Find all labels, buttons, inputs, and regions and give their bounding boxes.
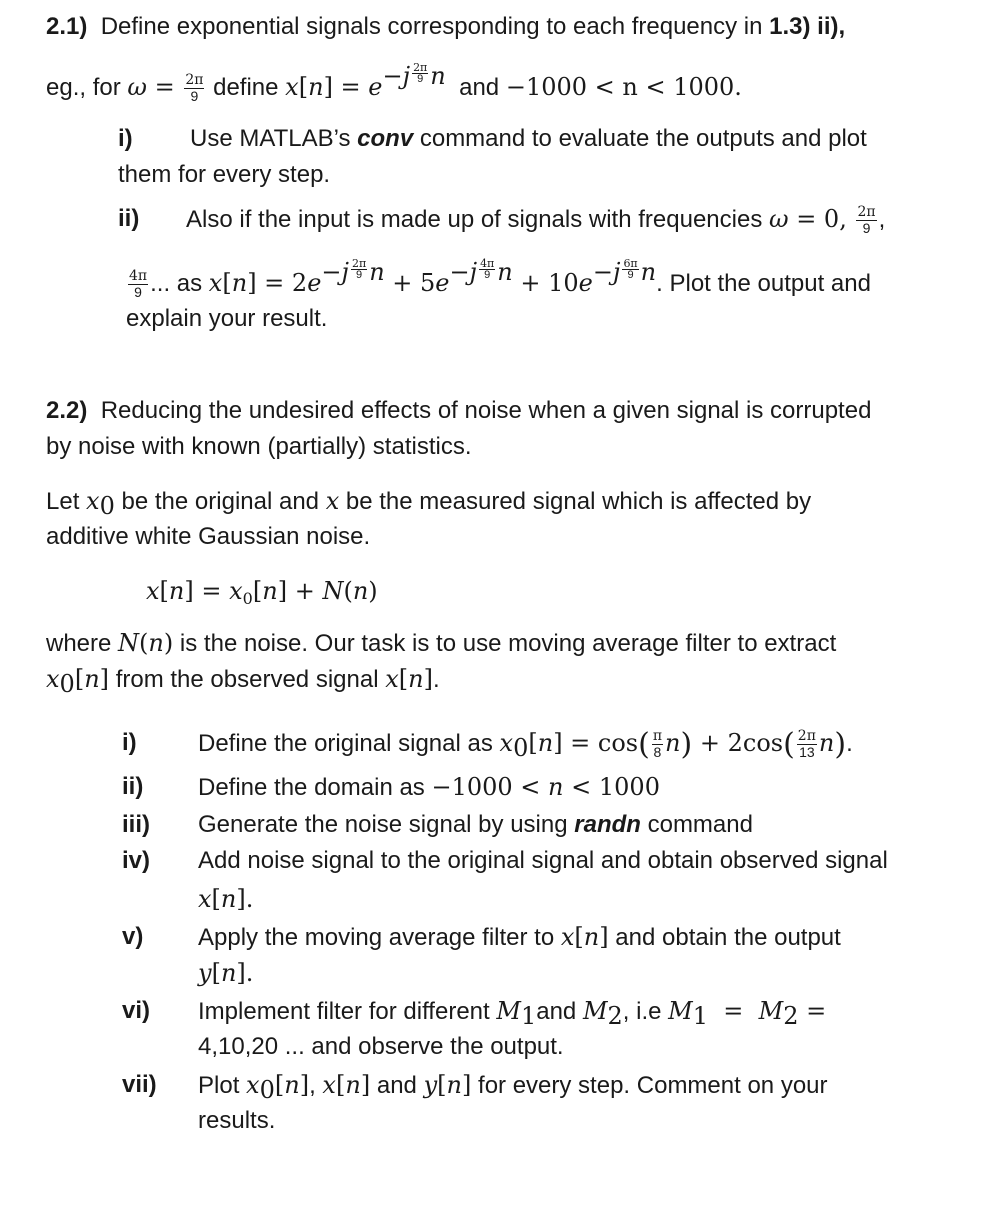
- section-2-2-heading-cont: by noise with known (partially) statistics.: [46, 433, 472, 460]
- step-text: Add noise signal to the original signal and obtain observed signal: [198, 847, 888, 874]
- noise-equation: $x[n] = x_0[n] + N(n)$: [146, 577, 378, 608]
- step-text: Apply the moving average filter to x[n] and obtain the output: [198, 923, 841, 951]
- step-label: iv): [122, 847, 151, 874]
- step-label: ii): [122, 773, 144, 800]
- section-number: 2.2): [46, 397, 88, 424]
- step-text: Define the original signal as $x_0[n] = \cos$( $\frac{\pi}{8}$ n) + 2cos( $\frac{2\pi}{13}$ n).: [198, 727, 853, 762]
- step-i-text: Use MATLAB’s conv command to evaluate the outputs and plot: [190, 125, 867, 152]
- step-text: Plot $x_0[n]$, x[n] and y[n] for every step. Comment on your: [198, 1071, 828, 1104]
- example-line: eg., for ω = $\frac{2\pi}{9}$ define $x[n] = e^{-j \frac{2\pi}{9} n}$ and −1000 < n < 1000.: [46, 61, 742, 105]
- conv-command: conv: [357, 125, 414, 152]
- step-label: vii): [122, 1071, 157, 1098]
- step-ii-text-cont: explain your result.: [126, 305, 328, 332]
- step-i-text-cont: them for every step.: [118, 161, 331, 188]
- step-text: Define the domain as −1000 < n < 1000: [198, 773, 660, 801]
- step-ii-formula: $\frac{4\pi}{9}$ ... as $x[n] = 2e^{-j \frac{2\pi}{9} n} + 5e^{-j \frac{4\pi}{9} n} + 10e^{-j \frac{6\pi}{9} n}$. Plot the output and: [129, 257, 871, 301]
- step-text-cont: x[n].: [198, 885, 254, 913]
- section-reference: 1.3) ii),: [769, 13, 846, 40]
- step-label: ii): [118, 205, 140, 232]
- step-text-cont: 4,10,20 ... and observe the output.: [198, 1033, 564, 1060]
- step-text: Implement filter for different $M_1and$ $M_2$, i.e $M_1 = M_2$ =: [198, 997, 827, 1030]
- step-label: vi): [122, 997, 151, 1024]
- step-ii-text: Also if the input is made up of signals with frequencies ω = 0, $\frac{2\pi}{9}$ ,: [186, 204, 886, 237]
- section-number: 2.1): [46, 13, 88, 40]
- step-label: i): [118, 125, 133, 152]
- where-line: where N(n) is the noise. Our task is to use moving average filter to extract: [46, 629, 837, 657]
- step-label: iii): [122, 811, 150, 838]
- step-label: i): [122, 729, 137, 756]
- section-2-2-heading: 2.2) Reducing the undesired effects of noise when a given signal is corrupted: [46, 397, 872, 424]
- where-line-cont: $x_0[n]$ from the observed signal x[n].: [46, 665, 440, 698]
- let-line-cont: additive white Gaussian noise.: [46, 523, 371, 550]
- step-text: Generate the noise signal by using randn command: [198, 811, 753, 838]
- step-label: v): [122, 923, 144, 950]
- step-text-cont: results.: [198, 1107, 276, 1134]
- heading-text: Define exponential signals corresponding to each frequency in: [100, 13, 770, 40]
- section-2-1-heading: [46, 12, 845, 42]
- step-text-cont: y[n].: [198, 959, 254, 987]
- let-line: Let $x_0$ be the original and x be the measured signal which is affected by: [46, 487, 812, 520]
- randn-command: randn: [574, 811, 641, 838]
